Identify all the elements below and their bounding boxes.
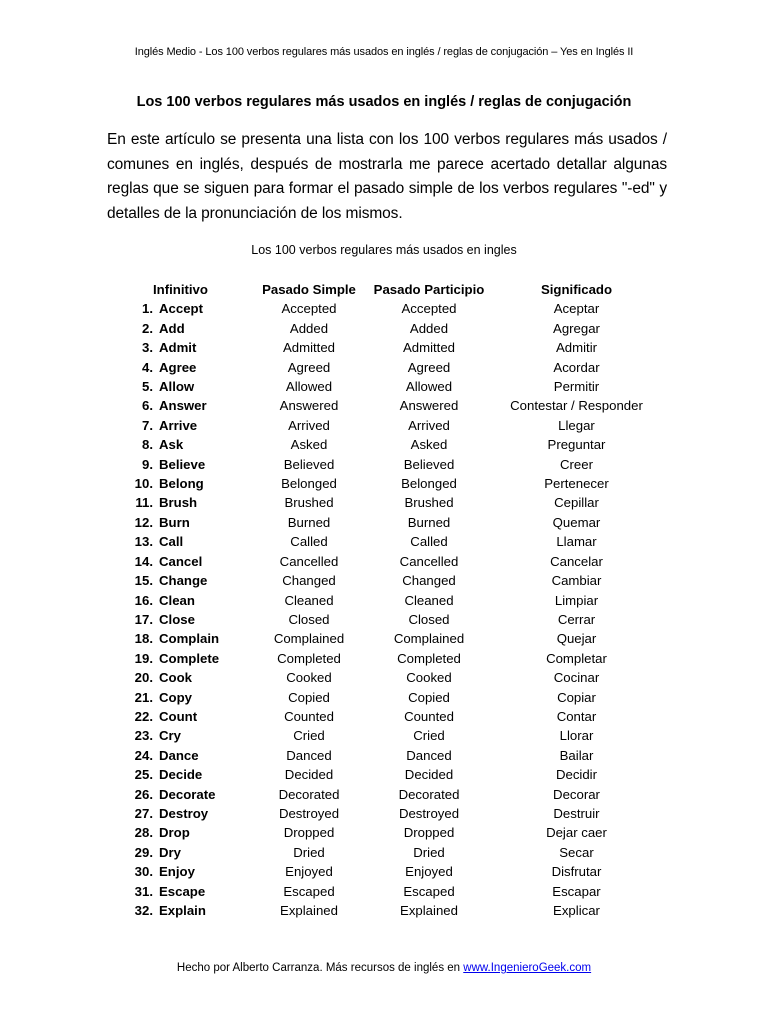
table-row [118, 882, 654, 901]
significado-cell: Cambiar [551, 573, 602, 589]
pasado-simple-cell: Brushed [284, 495, 334, 511]
infinitivo-cell: Accept [159, 301, 203, 317]
significado-cell: Explicar [553, 903, 600, 918]
row-number: 9. [142, 456, 153, 472]
row-number: 3. [142, 340, 153, 356]
row-number: 4. [142, 359, 153, 375]
significado-cell: Secar [559, 844, 594, 860]
significado-cell: Agregar [553, 320, 600, 336]
pasado-simple-cell: Enjoyed [285, 864, 333, 880]
significado-cell: Llegar [558, 417, 595, 433]
pasado-participio-cell: Counted [404, 708, 454, 724]
pasado-participio-column-header: Pasado Participio [373, 282, 485, 297]
pasado-simple-cell: Escaped [283, 883, 335, 899]
significado-cell: Aceptar [553, 301, 600, 317]
table-row [118, 435, 654, 454]
pasado-participio-cell: Escaped [403, 883, 455, 899]
row-number: 7. [142, 417, 153, 433]
significado-cell: Preguntar [547, 437, 606, 453]
infinitivo-cell: Brush [159, 495, 198, 511]
pasado-simple-cell: Cooked [286, 670, 332, 686]
table-row [118, 591, 654, 610]
infinitivo-cell: Dry [159, 844, 181, 860]
table-title: Los 100 verbos regulares más usados en ingles [251, 243, 517, 257]
pasado-simple-cell: Believed [283, 456, 335, 472]
row-number: 31. [134, 883, 153, 899]
row-number: 30. [134, 864, 153, 880]
significado-cell: Cepillar [554, 495, 599, 511]
infinitivo-cell: Decorate [159, 786, 216, 802]
pasado-participio-cell: Dropped [403, 825, 455, 841]
row-number: 21. [134, 689, 153, 705]
infinitivo-cell: Change [159, 573, 208, 589]
table-row [118, 668, 654, 687]
table-row [118, 785, 654, 804]
row-number: 1. [142, 301, 153, 317]
infinitivo-cell: Admit [159, 340, 197, 356]
row-number: 27. [134, 805, 153, 821]
infinitivo-cell: Burn [159, 514, 190, 530]
infinitivo-cell: Belong [159, 476, 204, 492]
pasado-simple-cell: Destroyed [278, 805, 340, 821]
pasado-participio-cell: Admitted [402, 340, 456, 356]
significado-cell: Llorar [559, 728, 594, 744]
pasado-participio-cell: Closed [408, 611, 450, 627]
infinitivo-cell: Dance [159, 747, 199, 763]
infinitivo-cell: Complete [159, 650, 220, 666]
page-header: Inglés Medio - Los 100 verbos regulares más usados en inglés / reglas de conjugación – Yes en Inglés II [134, 46, 634, 58]
significado-cell: Quemar [552, 514, 601, 530]
significado-cell: Admitir [555, 340, 598, 356]
row-number: 15. [134, 573, 153, 589]
pasado-participio-cell: Burned [407, 514, 451, 530]
infinitivo-cell: Ask [159, 437, 184, 453]
pasado-participio-cell: Enjoyed [405, 864, 453, 880]
significado-cell: Contestar / Responder [510, 398, 643, 414]
row-number: 14. [134, 553, 153, 569]
table-row [118, 493, 654, 512]
infinitivo-cell: Answer [159, 398, 207, 414]
infinitivo-cell: Agree [159, 359, 197, 375]
row-number: 24. [134, 747, 153, 763]
table-row [118, 474, 654, 493]
row-number: 2. [142, 320, 153, 336]
pasado-simple-cell: Danced [286, 747, 332, 763]
pasado-participio-cell: Allowed [405, 379, 453, 395]
significado-cell: Escapar [552, 883, 601, 899]
row-number: 28. [134, 825, 153, 841]
significado-cell: Copiar [557, 689, 596, 705]
verbs-table-body [118, 299, 654, 920]
infinitivo-cell: Explain [159, 903, 206, 918]
table-row [118, 649, 654, 668]
pasado-participio-cell: Cried [413, 728, 445, 744]
infinitivo-cell: Believe [159, 456, 206, 472]
row-number: 11. [135, 495, 153, 511]
infinitivo-cell: Clean [159, 592, 195, 608]
document-title: Los 100 verbos regulares más usados en inglés / reglas de conjugación [136, 94, 632, 110]
pasado-simple-cell: Cleaned [284, 592, 334, 608]
table-row [118, 571, 654, 590]
intro-paragraph: En este artículo se presenta una lista con los 100 verbos regulares más usados / comunes en inglés, después de mostrarla me parece acertado detallar algunas reglas que se siguen para formar el pasado simple de los verbos regulares "-ed" y detalles de la pronunciación de los mismos. [107, 131, 667, 222]
pasado-simple-cell: Answered [279, 398, 339, 414]
significado-cell: Creer [560, 456, 593, 472]
row-number: 17. [134, 611, 153, 627]
header-row [118, 280, 654, 299]
pasado-participio-cell: Cleaned [404, 592, 454, 608]
infinitivo-cell: Copy [159, 689, 192, 705]
row-number: 13. [134, 534, 153, 550]
significado-cell: Contar [556, 708, 597, 724]
pasado-simple-cell: Closed [288, 611, 330, 627]
pasado-simple-cell: Decorated [278, 786, 340, 802]
pasado-simple-cell: Counted [284, 708, 334, 724]
pasado-simple-cell: Belonged [281, 476, 337, 492]
row-number: 18. [134, 631, 153, 647]
pasado-simple-cell: Burned [287, 514, 331, 530]
pasado-simple-cell: Changed [282, 573, 336, 589]
table-row [118, 843, 654, 862]
significado-cell: Decidir [555, 767, 598, 783]
pasado-simple-cell: Completed [277, 650, 341, 666]
significado-cell: Acordar [553, 359, 600, 375]
pasado-participio-cell: Complained [393, 631, 465, 647]
significado-cell: Permitir [553, 379, 600, 395]
pasado-participio-cell: Explained [400, 903, 458, 918]
table-row [118, 552, 654, 571]
footer-credit: Hecho por Alberto Carranza. Más recursos de inglés en [176, 962, 464, 974]
footer-link[interactable]: www.IngenieroGeek.com [463, 962, 592, 974]
pasado-participio-cell: Called [410, 534, 448, 550]
pasado-simple-cell: Agreed [287, 359, 331, 375]
pasado-simple-cell: Decided [284, 767, 334, 783]
pasado-simple-cell: Admitted [282, 340, 336, 356]
infinitivo-cell: Cook [159, 670, 192, 686]
significado-cell: Limpiar [554, 592, 599, 608]
pasado-simple-cell: Dried [293, 844, 325, 860]
infinitivo-cell: Count [159, 708, 198, 724]
verbs-table-header [118, 280, 654, 299]
infinitivo-cell: Decide [159, 767, 203, 783]
pasado-participio-cell: Arrived [408, 417, 450, 433]
infinitivo-cell: Close [159, 611, 195, 627]
pasado-simple-cell: Cried [293, 728, 325, 744]
significado-cell: Quejar [556, 631, 597, 647]
table-row [118, 396, 654, 415]
pasado-simple-column-header: Pasado Simple [262, 282, 356, 297]
significado-cell: Dejar caer [546, 825, 607, 841]
row-number: 23. [134, 728, 153, 744]
table-row [118, 823, 654, 842]
row-number: 20. [134, 670, 153, 686]
table-row [118, 513, 654, 532]
row-number: 29. [134, 844, 153, 860]
row-number: 12. [134, 514, 153, 530]
pasado-simple-cell: Cancelled [279, 553, 339, 569]
verbs-table [118, 280, 654, 920]
infinitivo-cell: Allow [159, 379, 195, 395]
significado-cell: Disfrutar [551, 864, 602, 880]
pasado-participio-cell: Asked [410, 437, 448, 453]
pasado-participio-cell: Copied [408, 689, 450, 705]
pasado-simple-cell: Called [290, 534, 328, 550]
pasado-participio-cell: Belonged [401, 476, 457, 492]
row-number: 10. [134, 476, 153, 492]
pasado-participio-cell: Decorated [398, 786, 460, 802]
table-row [118, 688, 654, 707]
pasado-participio-cell: Cooked [406, 670, 452, 686]
table-row [118, 532, 654, 551]
table-row [118, 629, 654, 648]
significado-cell: Llamar [556, 534, 597, 550]
infinitivo-cell: Drop [159, 825, 190, 841]
significado-cell: Cocinar [553, 670, 600, 686]
row-number: 22. [134, 708, 153, 724]
significado-cell: Bailar [559, 747, 594, 763]
infinitivo-cell: Complain [159, 631, 220, 647]
pasado-participio-cell: Decided [404, 767, 454, 783]
table-row [118, 377, 654, 396]
row-number: 16. [134, 592, 153, 608]
pasado-participio-cell: Accepted [401, 301, 457, 317]
table-row [118, 765, 654, 784]
pasado-participio-cell: Agreed [407, 359, 451, 375]
table-row [118, 416, 654, 435]
significado-column-header: Significado [540, 282, 613, 297]
row-number: 26. [134, 786, 153, 802]
significado-cell: Completar [546, 650, 607, 666]
pasado-simple-cell: Accepted [281, 301, 337, 317]
infinitivo-cell: Destroy [159, 805, 209, 821]
table-row [118, 299, 654, 318]
infinitivo-cell: Cancel [159, 553, 203, 569]
row-number: 25. [134, 767, 153, 783]
table-row [118, 319, 654, 338]
pasado-participio-cell: Changed [402, 573, 456, 589]
table-row [118, 338, 654, 357]
significado-cell: Destruir [553, 805, 600, 821]
pasado-participio-cell: Danced [406, 747, 452, 763]
pasado-participio-cell: Cancelled [399, 553, 459, 569]
infinitivo-cell: Escape [159, 883, 206, 899]
pasado-participio-cell: Believed [403, 456, 455, 472]
table-row [118, 804, 654, 823]
significado-cell: Cancelar [550, 553, 603, 569]
infinitivo-cell: Arrive [159, 417, 198, 433]
pasado-simple-cell: Asked [290, 437, 328, 453]
significado-cell: Decorar [553, 786, 600, 802]
infinitivo-cell: Call [159, 534, 184, 550]
table-row [118, 746, 654, 765]
pasado-participio-cell: Added [409, 320, 449, 336]
infinitivo-cell: Enjoy [159, 864, 195, 880]
pasado-simple-cell: Complained [273, 631, 345, 647]
table-row [118, 707, 654, 726]
infinitivo-cell: Add [159, 320, 185, 336]
significado-cell: Cerrar [557, 611, 596, 627]
infinitivo-cell: Cry [159, 728, 181, 744]
row-number: 5. [142, 379, 153, 395]
significado-cell: Pertenecer [544, 476, 609, 492]
page-footer [0, 962, 768, 974]
pasado-simple-cell: Explained [280, 903, 338, 918]
row-number: 8. [142, 437, 153, 453]
row-number: 32. [134, 903, 153, 918]
pasado-participio-cell: Answered [399, 398, 459, 414]
table-row [118, 901, 654, 920]
pasado-simple-cell: Dropped [283, 825, 335, 841]
pasado-simple-cell: Allowed [285, 379, 333, 395]
table-row [118, 455, 654, 474]
pasado-participio-cell: Brushed [404, 495, 454, 511]
row-number: 19. [134, 650, 153, 666]
table-row [118, 358, 654, 377]
number-column-header [118, 280, 153, 299]
pasado-simple-cell: Copied [288, 689, 330, 705]
pasado-participio-cell: Completed [397, 650, 461, 666]
table-row [118, 726, 654, 745]
pasado-participio-cell: Destroyed [398, 805, 460, 821]
pasado-participio-cell: Dried [413, 844, 445, 860]
table-row [118, 610, 654, 629]
row-number: 6. [142, 398, 153, 414]
infinitivo-column-header: Infinitivo [153, 282, 208, 297]
pasado-simple-cell: Added [289, 320, 329, 336]
pasado-simple-cell: Arrived [288, 417, 330, 433]
table-row [118, 862, 654, 881]
